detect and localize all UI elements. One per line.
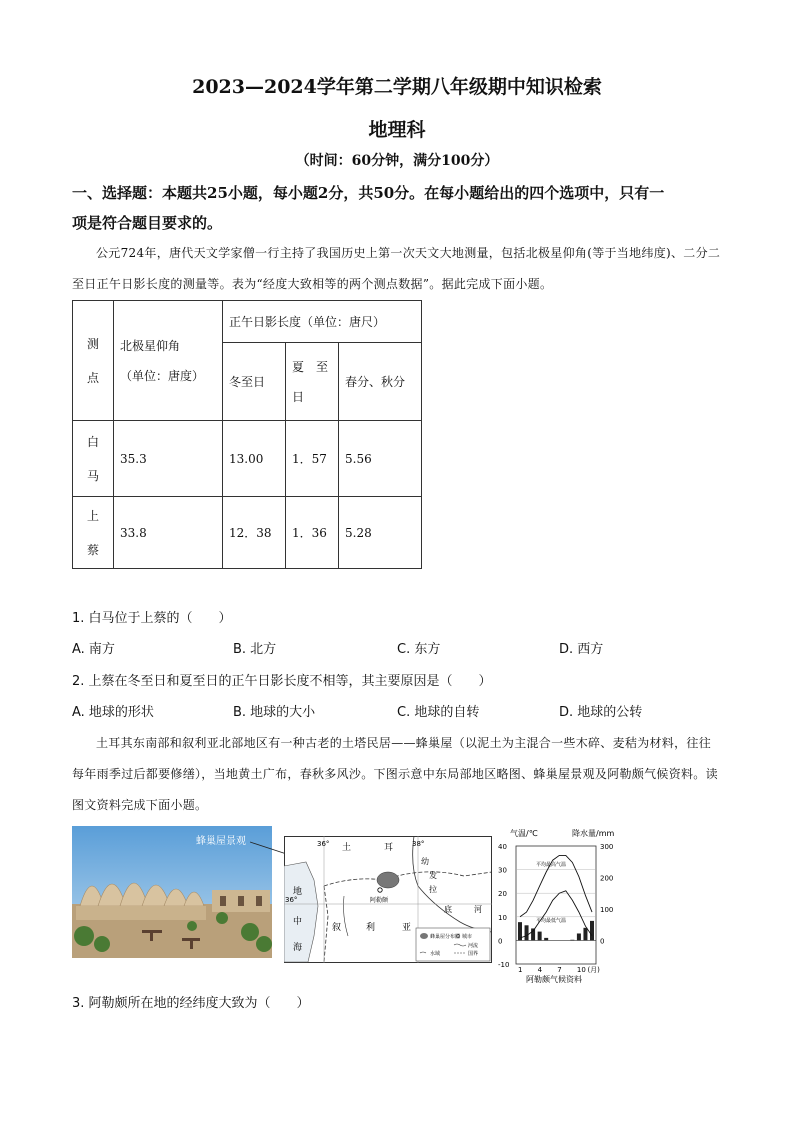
- row-winter: 13.00: [223, 421, 286, 497]
- question-2-stem: 2. 上蔡在冬至日和夏至日的正午日影长度不相等，其主要原因是（ ）: [72, 674, 492, 689]
- month-unit-label: (月): [587, 966, 600, 974]
- precip-bar: [544, 938, 548, 941]
- header-summer: 夏 至 日: [286, 343, 339, 421]
- precip-ticks: [600, 843, 613, 945]
- precip-tick-label: 0: [600, 937, 605, 946]
- middle-east-map: [284, 836, 492, 963]
- precip-tick-label: 200: [600, 874, 614, 883]
- temp-tick-label: 10: [498, 913, 507, 922]
- legend-beehive: 蜂巢屋分布区: [430, 934, 461, 940]
- precip-axis-label: 降水量/mm: [572, 829, 615, 838]
- max-line-label: 平均最高气温: [536, 862, 567, 868]
- map-lon-38: 38°: [412, 840, 425, 848]
- table-row: [73, 421, 422, 497]
- precip-bar: [590, 921, 594, 941]
- temp-tick-label: 30: [498, 866, 507, 875]
- temp-min-line: [520, 891, 592, 938]
- legend-city: 城市: [462, 934, 473, 940]
- map-sea-1: 地: [293, 887, 303, 897]
- map-syria-3: 亚: [402, 923, 412, 933]
- section-heading: [72, 178, 722, 238]
- legend-river: 河流: [468, 943, 479, 949]
- month-ticks: [518, 966, 600, 974]
- exam-title: 2023—2024学年第二学期八年级期中知识检索: [192, 76, 602, 98]
- map-river-4: 底: [444, 905, 452, 914]
- temp-tick-label: 20: [498, 890, 507, 899]
- precip-bar: [570, 940, 574, 941]
- row-angle: 33.8: [114, 497, 223, 569]
- map-lon-36: 36°: [317, 840, 330, 848]
- legend-border: 国界: [468, 951, 479, 957]
- month-tick-label: 7: [557, 966, 562, 974]
- row-summer: 1．57: [286, 421, 339, 497]
- header-angle: 北极星仰角 （单位：唐度）: [114, 301, 223, 421]
- section-heading-line1: 一、选择题：本题共25小题，每小题2分，共50分。在每小题给出的四个选项中，只有一: [72, 184, 665, 202]
- map-sea-2: 中: [293, 917, 303, 927]
- section-heading-line2: 项是符合题目要求的。: [72, 214, 223, 232]
- row-equinox: 5.28: [339, 497, 422, 569]
- month-tick-label: 10: [576, 966, 586, 974]
- q2-option-a[interactable]: A. 地球的形状: [72, 705, 154, 720]
- row-name: 上 蔡: [73, 497, 114, 569]
- q1-option-b[interactable]: B. 北方: [233, 642, 277, 657]
- aleppo-climate-chart: [496, 826, 622, 984]
- map-label-tu2: 耳: [384, 843, 394, 853]
- time-info: （时间：60分钟，满分100分）: [295, 153, 499, 169]
- precip-bar: [583, 928, 587, 941]
- row-winter: 12．38: [223, 497, 286, 569]
- precip-tick-label: 300: [600, 843, 614, 851]
- question-3-stem: 3. 阿勒颇所在地的经纬度大致为（ ）: [72, 996, 310, 1011]
- temp-tick-label: 40: [498, 843, 507, 851]
- map-river-1: 幼: [421, 857, 429, 866]
- temp-tick-label: -10: [498, 961, 510, 969]
- map-label-tu1: 土: [342, 843, 352, 853]
- map-river-3: 拉: [429, 885, 437, 894]
- header-shadow: 正午日影长度（单位：唐尺）: [223, 301, 422, 343]
- precip-bar: [577, 933, 581, 940]
- q2-option-d[interactable]: D. 地球的公转: [559, 705, 643, 720]
- header-equinox: 春分、秋分: [339, 343, 422, 421]
- row-equinox: 5.56: [339, 421, 422, 497]
- map-river-5: 河: [474, 905, 482, 914]
- row-angle: 35.3: [114, 421, 223, 497]
- passage-2: 土耳其东南部和叙利亚北部地区有一种古老的土塔民居——蜂巢屋（以泥土为主混合一些木碎、麦秸为材料，往往每年雨季过后都要修缮），当地黄土广布，春秋多风沙。下图示意中东局部地区略图、蜂巢屋景观及阿勒颇气候资料。读图文资料完成下面小题。: [72, 736, 718, 812]
- question-1-stem: 1. 白马位于上蔡的（ ）: [72, 611, 232, 626]
- map-city-label: 阿勒颇: [370, 897, 389, 904]
- q2-option-c[interactable]: C. 地球的自转: [397, 705, 480, 720]
- map-lat-36: 36°: [285, 896, 298, 904]
- passage-1: 公元724年，唐代天文学家僧一行主持了我国历史上第一次天文大地测量，包括北极星仰角(等于当地纬度)、二分二至日正午日影长度的测量等。表为“经度大致相等的两个测点数据”。据此完成下面小题。: [72, 246, 721, 291]
- beehive-house-photo: [72, 826, 272, 958]
- row-summer: 1．36: [286, 497, 339, 569]
- climate-caption: 阿勒颇气候资料: [526, 975, 582, 984]
- month-tick-label: 4: [537, 966, 543, 974]
- measurement-table: [72, 300, 422, 569]
- q1-option-a[interactable]: A. 南方: [72, 642, 115, 657]
- precip-bar: [525, 925, 529, 940]
- map-syria-2: 利: [366, 923, 376, 933]
- precip-tick-label: 100: [600, 905, 614, 914]
- photo-label: 蜂巢屋景观: [196, 836, 246, 847]
- temp-tick-label: 0: [498, 937, 503, 946]
- min-line-label: 平均最低气温: [536, 918, 567, 924]
- header-point: 测 点: [73, 301, 114, 421]
- temp-ticks: [498, 843, 509, 969]
- temp-axis-label: 气温/℃: [510, 829, 538, 838]
- precip-bar: [538, 932, 542, 941]
- month-tick-label: 1: [518, 966, 523, 974]
- q1-option-d[interactable]: D. 西方: [559, 642, 604, 657]
- q2-option-b[interactable]: B. 地球的大小: [233, 705, 316, 720]
- map-river-2: 发: [429, 871, 437, 880]
- legend-water: 水域: [430, 951, 441, 957]
- table-row: [73, 497, 422, 569]
- map-syria-1: 叙: [332, 923, 342, 933]
- q1-option-c[interactable]: C. 东方: [397, 642, 441, 657]
- subject-title: 地理科: [368, 119, 426, 141]
- header-winter: 冬至日: [223, 343, 286, 421]
- row-name: 白 马: [73, 421, 114, 497]
- map-sea-3: 海: [293, 943, 303, 953]
